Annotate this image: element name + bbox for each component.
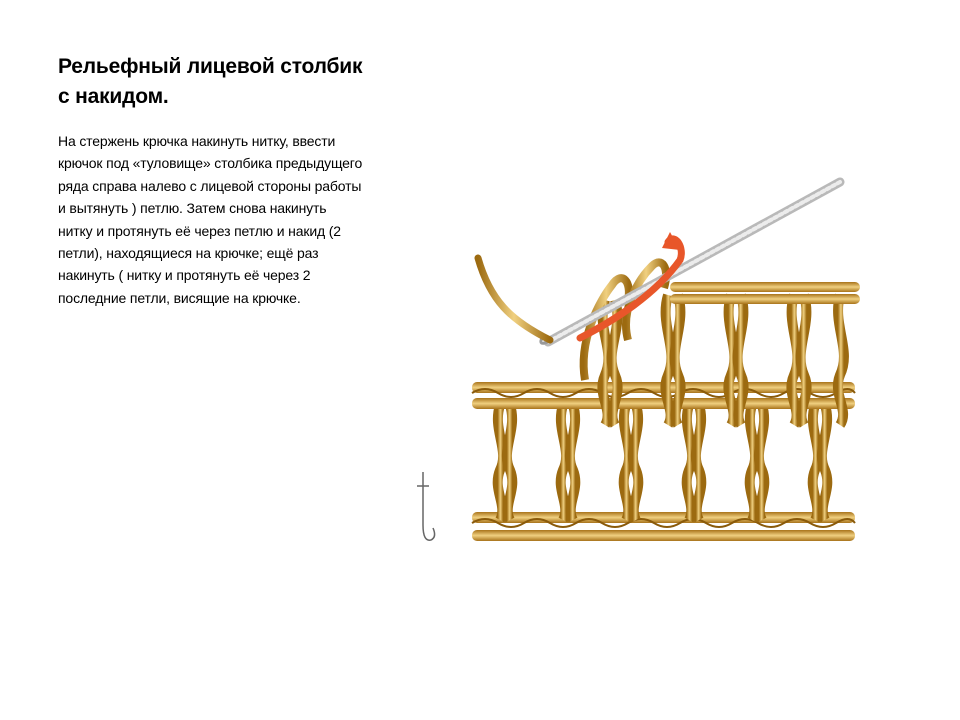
instructions-text: На стержень крючка накинуть нитку, ввести крючок под «туловище» столбика предыдущего ряда справа налево с лицевой стороны работы и вытянуть ) петлю. Затем снова накинуть нитку и протянуть её через петлю и накид (2 петли), находящиеся на крючке; ещё раз накинуть ( нитку и протянуть её через 2 последние петли, висящие на крючке.	[58, 133, 363, 306]
first-row-posts	[498, 405, 828, 520]
hook-symbol-icon	[417, 472, 435, 540]
crochet-stitch-illustration	[400, 170, 870, 560]
slide-title: Рельефный лицевой столбик с накидом.	[58, 55, 363, 108]
foundation-row	[472, 512, 855, 541]
yarn-tail	[478, 258, 550, 340]
top-chain	[670, 282, 860, 304]
